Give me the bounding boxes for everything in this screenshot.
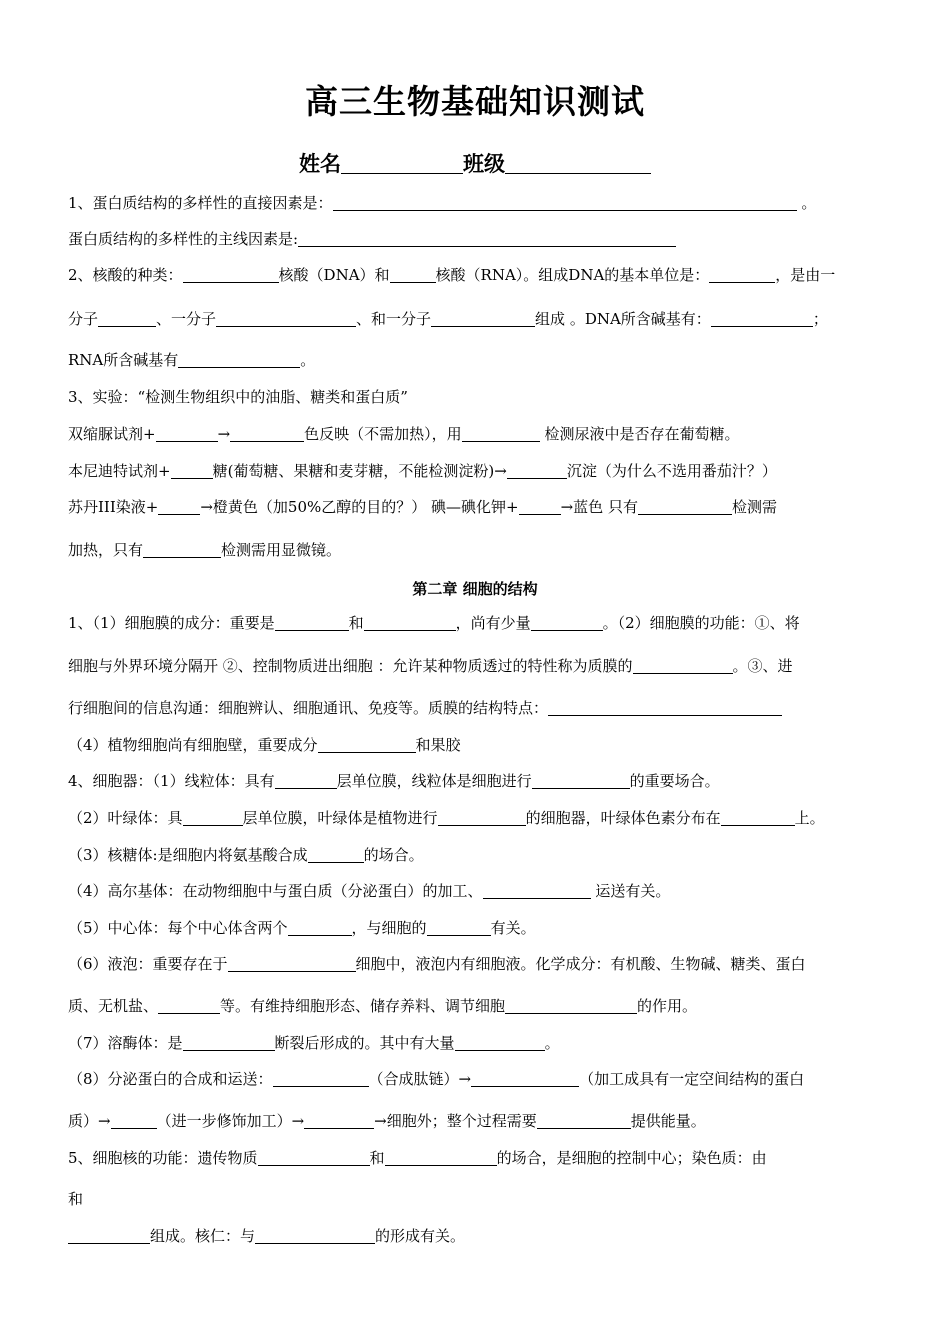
question-text: 和: [369, 1149, 385, 1167]
question-text: 、一分子: [156, 310, 217, 328]
question-text: 断裂后形成的。其中有大量: [274, 1034, 455, 1052]
question-text: →细胞外；整个过程需要: [374, 1112, 537, 1130]
answer-blank[interactable]: [183, 267, 279, 283]
question-text: 沉淀（为什么不选用番茄汁？）: [566, 462, 777, 480]
answer-blank[interactable]: [507, 463, 567, 479]
question-text: 细胞与外界环境分隔开 ②、控制物质进出细胞 ：允许某种物质透过的特性称为质膜的: [68, 657, 633, 675]
question-text: 的形成有关。: [375, 1227, 466, 1245]
question-text: 蛋白质结构的多样性的主线因素是:: [68, 230, 299, 248]
answer-blank[interactable]: [531, 615, 603, 631]
question-text: 双缩脲试剂+: [68, 425, 156, 443]
class-label: 班级: [463, 152, 505, 176]
question-line: [68, 265, 910, 285]
question-text: 的作用。: [637, 997, 698, 1015]
question-line: [68, 808, 930, 828]
answer-blank[interactable]: [304, 1113, 374, 1129]
answer-blank[interactable]: [275, 773, 337, 789]
answer-blank[interactable]: [183, 810, 243, 826]
answer-blank[interactable]: [385, 1150, 497, 1166]
answer-blank[interactable]: [333, 195, 797, 211]
question-text: （6）液泡：重要存在于: [68, 955, 228, 973]
question-text: 和果胶: [415, 736, 461, 754]
question-text: 2、核酸的种类：: [68, 266, 183, 284]
question-text: 的重要场合。: [629, 772, 720, 790]
question-text: （5）中心体：每个中心体含两个: [68, 919, 288, 937]
answer-blank[interactable]: [318, 737, 416, 753]
question-text: 色反映（不需加热），用: [304, 425, 462, 443]
answer-blank[interactable]: [308, 847, 364, 863]
question-text: →橙黄色（加50%乙醇的目的？） 碘—碘化钾+: [200, 498, 519, 516]
question-text: 糖(葡萄糖、果糖和麦芽糖，不能检测淀粉)→: [212, 462, 507, 480]
question-line: [68, 1189, 910, 1209]
question-line: [68, 461, 910, 481]
answer-blank[interactable]: [178, 352, 300, 368]
question-text: 本尼迪特试剂+: [68, 462, 171, 480]
question-text: 检测需用显微镜。: [221, 541, 342, 559]
question-line: [68, 613, 910, 633]
question-text: 。: [544, 1034, 560, 1052]
class-blank[interactable]: [505, 153, 651, 174]
answer-blank[interactable]: [171, 463, 213, 479]
answer-blank[interactable]: [143, 542, 221, 558]
answer-blank[interactable]: [455, 1035, 545, 1051]
question-text: 检测尿液中是否存在葡萄糖。: [539, 425, 740, 443]
answer-blank[interactable]: [183, 1035, 275, 1051]
question-text: （4）高尔基体：在动物细胞中与蛋白质（分泌蛋白）的加工、: [68, 882, 483, 900]
question-text: 和: [348, 614, 364, 632]
question-text: 和: [68, 1190, 84, 1208]
question-line: [68, 229, 910, 249]
question-text: （加工成具有一定空间结构的蛋白: [579, 1070, 805, 1088]
question-text: （合成肽链）→: [368, 1070, 472, 1088]
answer-blank[interactable]: [431, 311, 535, 327]
answer-blank[interactable]: [462, 426, 540, 442]
question-text: 有关。: [490, 919, 536, 937]
question-text: 核酸（DNA）和: [278, 266, 390, 284]
answer-blank[interactable]: [111, 1113, 157, 1129]
answer-blank[interactable]: [438, 810, 526, 826]
question-text: （7）溶酶体：是: [68, 1034, 183, 1052]
question-text: ，尚有少量: [455, 614, 531, 632]
question-text: ，与细胞的: [351, 919, 427, 937]
answer-blank[interactable]: [537, 1113, 631, 1129]
question-text: 苏丹III染液+: [68, 498, 159, 516]
question-text: （3）核糖体:是细胞内将氨基酸合成: [68, 846, 308, 864]
answer-blank[interactable]: [158, 499, 200, 515]
answer-blank[interactable]: [298, 231, 676, 247]
question-text: （进一步修饰加工）→: [156, 1112, 305, 1130]
question-line: [68, 918, 910, 938]
name-class-row: [0, 148, 950, 178]
question-text: 的细胞器，叶绿体色素分布在: [525, 809, 721, 827]
answer-blank[interactable]: [633, 658, 733, 674]
answer-blank[interactable]: [68, 1228, 150, 1244]
answer-blank[interactable]: [711, 311, 813, 327]
question-line: [68, 1148, 910, 1168]
question-line: [68, 309, 910, 329]
answer-blank[interactable]: [709, 267, 775, 283]
name-label: 姓名: [299, 152, 341, 176]
question-line: [68, 1111, 910, 1131]
question-text: 细胞中，液泡内有细胞液。化学成分：有机酸、生物碱、糖类、蛋白: [355, 955, 806, 973]
question-text: 检测需: [731, 498, 777, 516]
question-line: [68, 540, 910, 560]
question-text: 4、细胞器：（1）线粒体：具有: [68, 772, 275, 790]
question-text: 加热，只有: [68, 541, 144, 559]
answer-blank[interactable]: [505, 998, 637, 1014]
question-text: ；: [812, 310, 828, 328]
question-line: [68, 193, 910, 213]
answer-blank[interactable]: [471, 1071, 579, 1087]
question-text: 。③、进: [732, 657, 793, 675]
question-line: [68, 698, 910, 718]
question-text: 。（2）细胞膜的功能：①、将: [602, 614, 800, 632]
answer-blank[interactable]: [255, 1228, 375, 1244]
question-line: [68, 996, 910, 1016]
question-text: （2）叶绿体：具: [68, 809, 183, 827]
answer-blank[interactable]: [216, 311, 356, 327]
question-text: 分子: [68, 310, 99, 328]
answer-blank[interactable]: [273, 1071, 369, 1087]
answer-blank[interactable]: [532, 773, 630, 789]
question-text: （4）植物细胞尚有细胞壁，重要成分: [68, 736, 318, 754]
question-text: （8）分泌蛋白的合成和运送：: [68, 1070, 273, 1088]
question-text: 等。有维持细胞形态、储存养料、调节细胞: [220, 997, 506, 1015]
question-text: →蓝色 只有: [560, 498, 638, 516]
answer-blank[interactable]: [158, 998, 220, 1014]
question-line: [68, 350, 910, 370]
question-text: 1、（1）细胞膜的成分：重要是: [68, 614, 275, 632]
question-text: 。: [300, 351, 316, 369]
name-blank[interactable]: [341, 153, 463, 174]
question-text: 质）→: [68, 1112, 111, 1130]
answer-blank[interactable]: [228, 956, 356, 972]
question-line: [68, 424, 910, 444]
question-text: 提供能量。: [630, 1112, 706, 1130]
page-title: 高三生物基础知识测试: [305, 82, 645, 121]
question-text: ，是由一: [775, 266, 836, 284]
question-text: 上。: [794, 809, 825, 827]
question-line: [68, 735, 910, 755]
question-line: [68, 656, 910, 676]
question-text: 3、实验：“检测生物组织中的油脂、糖类和蛋白质”: [68, 388, 408, 406]
question-line: [68, 387, 910, 407]
answer-blank[interactable]: [98, 311, 156, 327]
question-text: 。: [801, 194, 817, 212]
answer-blank[interactable]: [548, 700, 782, 716]
question-text: 1、蛋白质结构的多样性的直接因素是：: [68, 194, 333, 212]
question-line: [68, 881, 910, 901]
question-text: 质、无机盐、: [68, 997, 159, 1015]
answer-blank[interactable]: [156, 426, 218, 442]
answer-blank[interactable]: [230, 426, 304, 442]
answer-blank[interactable]: [288, 920, 352, 936]
question-text: 的场合，是细胞的控制中心；染色质：由: [496, 1149, 767, 1167]
question-text: →: [217, 425, 231, 443]
answer-blank[interactable]: [721, 810, 795, 826]
question-line: [68, 1069, 910, 1089]
question-text: 的场合。: [363, 846, 424, 864]
question-line: [68, 954, 910, 974]
answer-blank[interactable]: [390, 267, 436, 283]
question-text: 、和一分子: [356, 310, 432, 328]
answer-blank[interactable]: [519, 499, 561, 515]
question-text: 运送有关。: [590, 882, 671, 900]
question-line: [68, 845, 910, 865]
question-line: [68, 1226, 910, 1246]
question-text: 行细胞间的信息沟通：细胞辨认、细胞通讯、免疫等。质膜的结构特点：: [68, 699, 549, 717]
question-text: 层单位膜，线粒体是细胞进行: [336, 772, 532, 790]
answer-blank[interactable]: [258, 1150, 370, 1166]
question-line: [68, 1033, 910, 1053]
answer-blank[interactable]: [483, 883, 591, 899]
answer-blank[interactable]: [427, 920, 491, 936]
question-text: 核酸（RNA）。组成DNA的基本单位是：: [435, 266, 710, 284]
question-line: [68, 771, 910, 791]
chapter-heading: 第二章 细胞的结构: [412, 580, 538, 598]
answer-blank[interactable]: [275, 615, 349, 631]
answer-blank[interactable]: [364, 615, 456, 631]
question-text: 组成。核仁：与: [150, 1227, 256, 1245]
question-text: 5、细胞核的功能：遗传物质: [68, 1149, 258, 1167]
question-text: 组成 。DNA所含碱基有：: [535, 310, 711, 328]
question-text: RNA所含碱基有: [68, 351, 179, 369]
answer-blank[interactable]: [638, 499, 732, 515]
question-text: 层单位膜，叶绿体是植物进行: [242, 809, 438, 827]
question-line: [68, 497, 910, 517]
